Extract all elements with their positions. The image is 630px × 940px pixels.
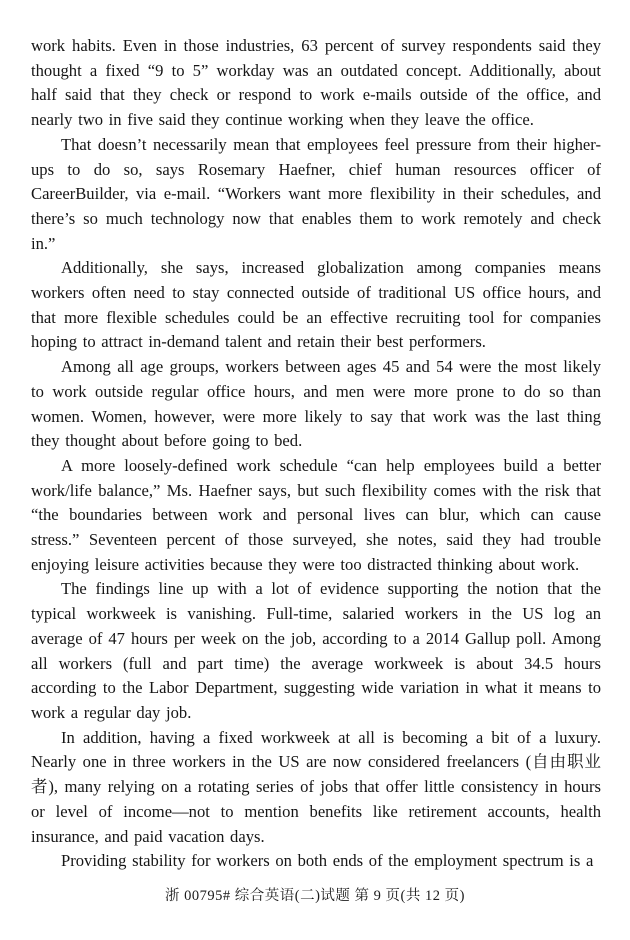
paragraph: The findings line up with a lot of evidence supporting the notion that the typical workweek is vanishing. Full-time, salaried workers in the US log an average of 47 hours per week on the job, according to a 2014 Gallup poll. Among all workers (full and part time) the average workweek is about 34.5 hours according to the Labor Department, suggesting wide variation in what it means to work a regular day job. bbox=[31, 579, 601, 722]
paragraph: That doesn’t necessarily mean that employees feel pressure from their higher-ups to do so, says Rosemary Haefner, chief human resources officer of CareerBuilder, via e-mail. “Workers want more flexibility in their schedules, and there’s so much technology now that enables them to work remotely and check in.” bbox=[31, 134, 601, 253]
page-footer: 浙 00795# 综合英语(二)试题 第 9 页(共 12 页) bbox=[165, 888, 465, 904]
paragraph: Providing stability for workers on both ends of the employment spectrum is a bbox=[61, 851, 594, 871]
paragraph: work habits. Even in those industries, 63 percent of survey respondents said they thought a fixed “9 to 5” workday was an outdated concept. Additionally, about half said that they check or respond to work e-mails outside of the office, and nearly two in five said they continue working when they leave the office. bbox=[31, 36, 601, 130]
paragraph: Additionally, she says, increased globalization among companies means workers often need to stay connected outside of traditional US office hours, and that more flexible schedules could be an effective recruiting tool for companies hoping to attract in-demand talent and retain their best performers. bbox=[31, 258, 601, 352]
reading-passage bbox=[31, 34, 601, 874]
paragraph: In addition, having a fixed workweek at all is becoming a bit of a luxury. Nearly one in three workers in the US are now considered freelancers (自由职业者), many relying on a rotating series of jobs that offer little consistency in hours or level of income—not to mention benefits like retirement accounts, health insurance, and paid vacation days. bbox=[31, 727, 601, 846]
paragraph: Among all age groups, workers between ages 45 and 54 were the most likely to work outside regular office hours, and men were more prone to do so than women. Women, however, were more likely to say that work was the last thing they thought about before going to bed. bbox=[31, 357, 601, 451]
paragraph: A more loosely-defined work schedule “can help employees build a better work/life balance,” Ms. Haefner says, but such flexibility comes with the risk that “the boundaries between work and personal lives can blur, which can cause stress.” Seventeen percent of those surveyed, she notes, said they had trouble enjoying leisure activities because they were too distracted thinking about work. bbox=[31, 455, 601, 574]
